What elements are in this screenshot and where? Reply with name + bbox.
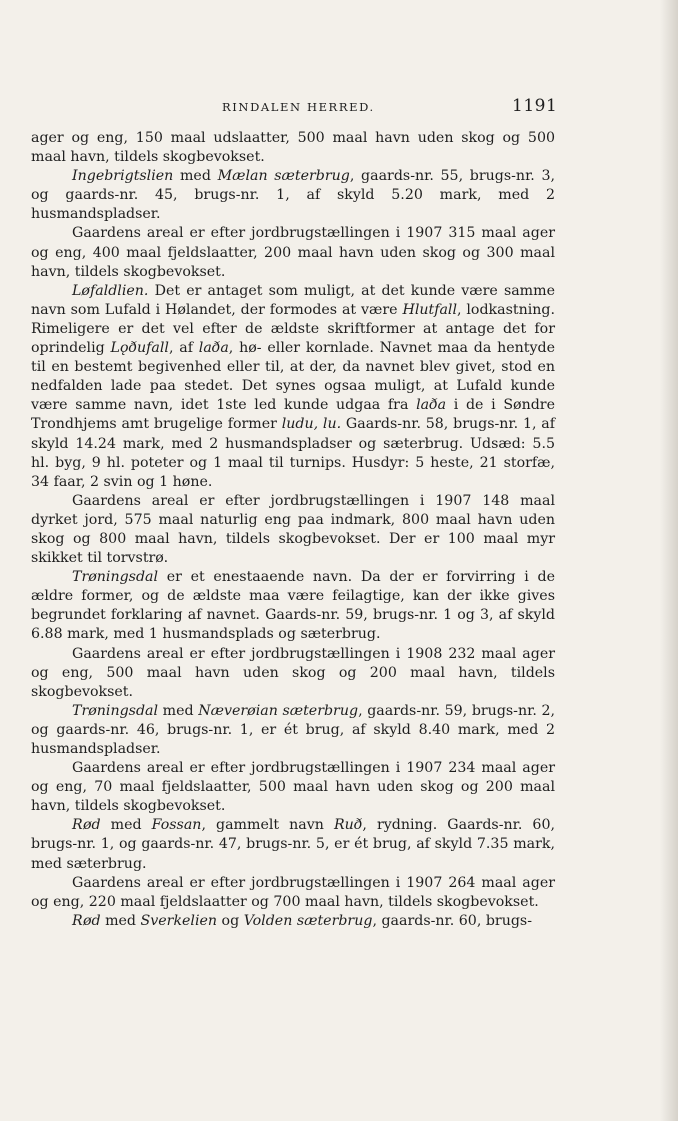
page-edge-shadow xyxy=(660,0,678,1121)
text-run-italic: Trøningsdal xyxy=(72,569,159,586)
body-text xyxy=(31,129,555,931)
text-run: Det er antaget som muligt, at det kunde være samme navn som Lufald i Hølandet, der formodes at være xyxy=(31,282,555,318)
text-run: Gaardens areal er efter jordbrugstællingen i 1907 315 maal ager og eng, 400 maal fjeldslaatter, 200 maal havn uden skog og 300 maal havn, tildels skogbevokset. xyxy=(31,225,555,280)
paragraph xyxy=(31,816,555,873)
text-run: er et enestaaende navn. Da der er forvirring i de ældre former, og de ældste maa være feilagtige, kan der ikke gives begrundet forklaring af navnet. Gaards-nr. 59, brugs-nr. 1 og 3, af skyld 6.88 mark, med 1 husmandsplads og sæterbrug. xyxy=(31,569,555,643)
text-run: ager og eng, 150 maal udslaatter, 500 maal havn uden skog og 500 maal havn, tildels skogbevokset. xyxy=(31,130,555,166)
text-run: , hø- eller kornlade. Navnet maa da hentyde til en bestemt begivenhed eller til, at der, da navnet blev givet, stod en nedfalden lade paa stedet. Det synes ogsaa muligt, at Lufald kunde være samme navn, idet 1ste led kunde udgaa fra xyxy=(31,340,555,414)
text-run: , gaards-nr. 59, brugs-nr. 2, og gaards-nr. 46, brugs-nr. 1, er ét brug, af skyld 8.40 mark, med 2 husmandspladser. xyxy=(31,702,555,757)
paragraph xyxy=(31,492,555,568)
text-run: med xyxy=(158,702,199,719)
running-head: RINDALEN HERRED. xyxy=(222,100,375,114)
text-run: Gaardens areal er efter jordbrugstællingen i 1908 232 maal ager og eng, 500 maal havn uden skog og 200 maal havn, tildels skogbevokset. xyxy=(31,645,555,700)
text-run: Gaardens areal er efter jordbrugstællingen i 1907 264 maal ager og eng, 220 maal fjeldslaatter og 700 maal havn, tildels skogbevokset. xyxy=(31,874,555,910)
paragraph xyxy=(31,759,555,816)
text-run-italic: Volden sæterbrug xyxy=(243,912,373,929)
text-run-italic: laða xyxy=(198,340,229,357)
text-run: , lodkastning. Rimeligere er det vel efter de ældste skriftformer at antage det for oprindelig xyxy=(31,301,555,357)
text-run: og xyxy=(217,912,244,929)
paragraph xyxy=(31,568,555,644)
text-run-italic: Sverkelien xyxy=(140,912,218,929)
text-run: Gaardens areal er efter jordbrugstællingen i 1907 148 maal dyrket jord, 575 maal naturlig eng paa indmark, 800 maal havn uden skog og 800 maal havn, tildels skogbevokset. Der er 100 maal myr skikket til torvstrø. xyxy=(31,492,555,567)
paragraph xyxy=(31,129,555,167)
text-run: Gaards-nr. 58, brugs-nr. 1, af skyld 14.24 mark, med 2 husmandspladser og sæterbrug. Udsæd: 5.5 hl. byg, 9 hl. poteter og 1 maal til turnips. Husdyr: 5 heste, 21 storfæ, 34 faar, 2 svin og 1 høne. xyxy=(31,416,555,490)
text-run-italic: Rød xyxy=(72,817,101,834)
text-run: med xyxy=(100,817,152,834)
text-run-italic: Lǫðufall xyxy=(110,340,169,357)
paragraph xyxy=(31,167,555,224)
paragraph xyxy=(31,874,555,912)
paragraph xyxy=(31,912,555,931)
text-run: Gaardens areal er efter jordbrugstællingen i 1907 234 maal ager og eng, 70 maal fjeldslaatter, 500 maal havn uden skog og 200 maal havn, tildels skogbevokset. xyxy=(31,760,555,815)
text-run-italic: Løfaldlien. xyxy=(72,282,149,299)
paragraph xyxy=(31,645,555,702)
text-run: i de i Søndre Trondhjems amt brugelige former xyxy=(31,397,555,433)
text-run-italic: Mælan sæterbrug xyxy=(217,168,350,185)
text-run: , gammelt navn xyxy=(201,817,334,834)
text-run-italic: Ruð xyxy=(334,817,363,834)
text-run-italic: Næverøian sæterbrug xyxy=(198,702,359,719)
text-run: , gaards-nr. 55, brugs-nr. 3, og gaards-nr. 45, brugs-nr. 1, af skyld 5.20 mark, med 2 husmandspladser. xyxy=(31,168,556,223)
paragraph xyxy=(31,224,555,281)
text-run-italic: ludu, lu. xyxy=(281,416,342,433)
text-run-italic: Trøningsdal xyxy=(72,702,159,719)
text-run-italic: Rød xyxy=(72,912,101,929)
text-run: , gaards-nr. 60, brugs- xyxy=(372,912,533,929)
paragraph xyxy=(31,282,555,492)
text-run-italic: Fossan xyxy=(151,817,202,834)
page-header xyxy=(0,96,678,120)
page-number: 1191 xyxy=(512,96,558,116)
text-run-italic: Hlutfall xyxy=(402,301,457,318)
text-run: , af xyxy=(168,340,199,357)
paragraph xyxy=(31,702,555,759)
text-run: med xyxy=(173,168,218,185)
text-run-italic: laða xyxy=(416,397,447,414)
text-run-italic: Ingebrigtslien xyxy=(72,168,174,185)
text-run: , rydning. Gaards-nr. 60, brugs-nr. 1, og gaards-nr. 47, brugs-nr. 5, er ét brug, af skyld 7.35 mark, med sæterbrug. xyxy=(31,817,555,872)
text-run: med xyxy=(100,912,141,929)
